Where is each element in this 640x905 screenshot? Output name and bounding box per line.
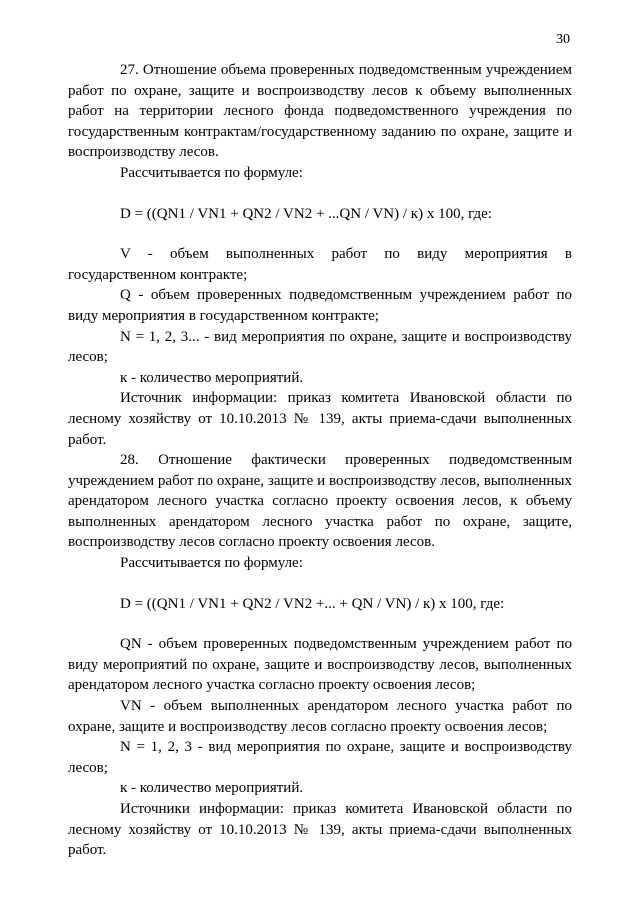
item-27-calc-label: Рассчитывается по формуле: <box>120 164 303 181</box>
item-27-formula: D = ((QN1 / VN1 + QN2 / VN2 + ...QN / VN) / к) x 100, где: <box>120 205 492 222</box>
document-body <box>68 60 572 861</box>
item-28-def-n: N = 1, 2, 3 - вид мероприятия по охране, защите и воспроизводству лесов; <box>68 739 572 776</box>
item-28-source: Источники информации: приказ комитета Ивановской области по лесному хозяйству от 10.10.2013 № 139, акты приема-сдачи выполненных работ. <box>68 801 572 859</box>
item-28-def-qn: QN - объем проверенных подведомственным учреждением работ по виду мероприятий по охране, защите и воспроизводству лесов, выполненных арендатором лесного участка согласно проекту освоения лесов; <box>68 636 572 694</box>
item-27-source: Источник информации: приказ комитета Ивановской области по лесному хозяйству от 10.10.2013 № 139, акты приема-сдачи выполненных работ. <box>68 390 572 448</box>
item-27-def-q: Q - объем проверенных подведомственным учреждением работ по виду мероприятия в государственном контракте; <box>68 287 572 324</box>
item-27-def-n: N = 1, 2, 3... - вид мероприятия по охране, защите и воспроизводству лесов; <box>68 328 572 366</box>
item-27-def-k: к - количество мероприятий. <box>120 369 304 386</box>
item-28-def-vn: VN - объем выполненных арендатором лесного участка работ по охране, защите и воспроизводству лесов согласно проекту освоения лесов; <box>68 698 572 735</box>
item-28-text: 28. Отношение фактически проверенных подведомственным учреждением работ по охране, защите и воспроизводству лесов, выполненных арендатором лесного участка согласно проекту освоения лесов, к объему выполненных арендатором лесного участка работ по охране, защите, воспроизводству лесов согласно проекту освоения лесов. <box>68 452 572 551</box>
item-28-formula: D = ((QN1 / VN1 + QN2 / VN2 +... + QN / VN) / к) x 100, где: <box>120 595 505 612</box>
item-28-calc-label: Рассчитывается по формуле: <box>120 555 303 572</box>
item-27-text: 27. Отношение объема проверенных подведомственным учреждением работ по охране, защите и воспроизводству лесов к объему выполненных работ на территории лесного фонда подведомственного учреждения по государственным контрактам/государственному заданию по охране, защите и воспроизводству лесов. <box>68 62 572 161</box>
page-number: 30 <box>556 32 570 47</box>
item-27-def-v: V - объем выполненных работ по виду мероприятия в государственном контракте; <box>68 246 572 283</box>
item-28-def-k: к - количество мероприятий. <box>120 780 304 797</box>
